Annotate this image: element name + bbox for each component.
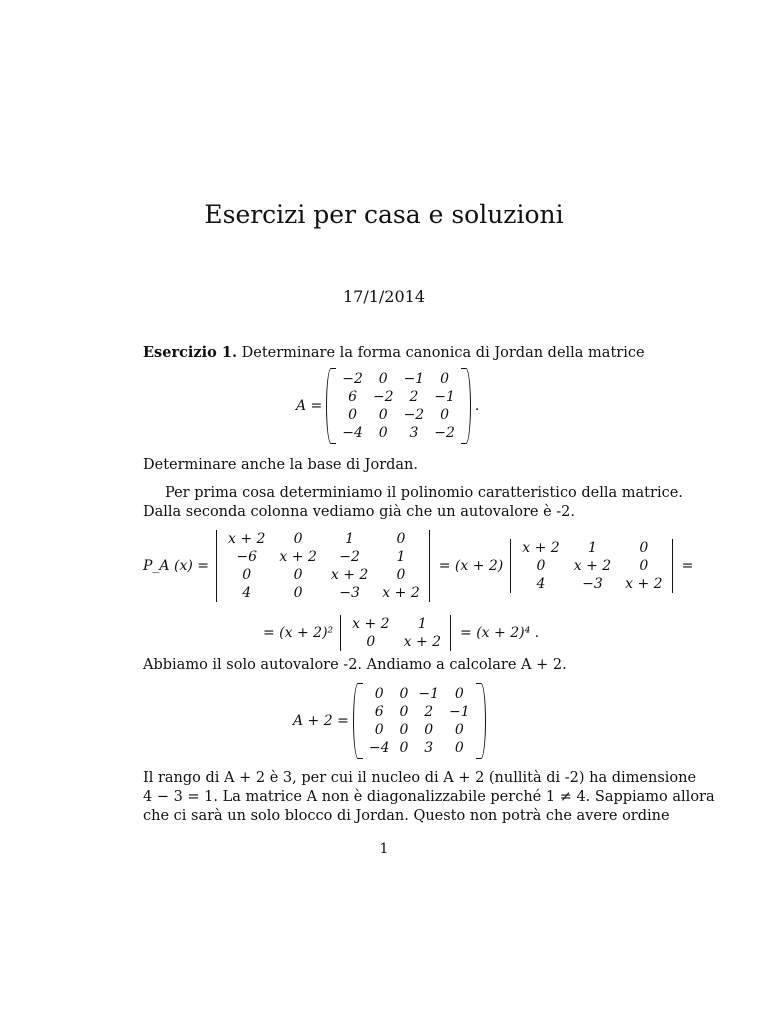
right-paren: [461, 368, 471, 444]
matrix-cell: 0: [536, 558, 546, 574]
charpoly2-right: = (x + 2)⁴ .: [460, 625, 540, 641]
matrix-A2-label: A + 2 =: [293, 713, 349, 729]
charpoly-mid: = (x + 2): [438, 558, 504, 574]
matrix-cell: 0: [242, 567, 252, 583]
matrix-cell: 3: [424, 740, 434, 756]
document-date: 17/1/2014: [342, 287, 426, 306]
matrix-cell: 2: [409, 389, 419, 405]
right-paren: [476, 683, 486, 759]
matrix-cell: 6: [374, 704, 384, 720]
matrix-cell: 1: [417, 616, 427, 632]
para3-line2: 4 − 3 = 1. La matrice A non è diagonalizzabile perché 1 ≠ 4. Sappiamo allora: [143, 789, 715, 805]
para1-line1: [143, 483, 683, 503]
matrix-cell: x + 2: [573, 558, 612, 574]
right-bar: [450, 615, 453, 651]
matrix-cell: 0: [293, 567, 303, 583]
matrix-cell: −1: [403, 371, 425, 387]
matrix-cell: 0: [374, 686, 384, 702]
charpoly2-left: = (x + 2)²: [263, 625, 334, 641]
matrix-cell: 0: [366, 634, 376, 650]
det2-grid: [346, 613, 447, 653]
matrix-cell: −2: [434, 425, 455, 441]
matrix-cell: 0: [293, 585, 303, 601]
det3-grid: [516, 537, 668, 595]
matrix-cell: 0: [399, 722, 409, 738]
left-bar: [510, 539, 513, 593]
matrix-A2-grid: [363, 683, 476, 759]
matrix-cell: −2: [339, 549, 360, 565]
matrix-cell: 0: [454, 722, 464, 738]
document-title: Esercizi per casa e soluzioni: [204, 200, 564, 229]
left-bar: [340, 615, 343, 651]
right-bar: [672, 539, 675, 593]
matrix-cell: x + 2: [522, 540, 560, 556]
matrix-cell: x + 2: [382, 585, 420, 601]
matrix-cell: 0: [396, 567, 406, 583]
matrix-cell: x + 2: [403, 634, 442, 650]
matrix-cell: 0: [454, 740, 464, 756]
page-number: 1: [379, 841, 389, 857]
matrix-A-label: A =: [296, 398, 323, 414]
matrix-cell: 3: [409, 425, 419, 441]
det2: [337, 613, 456, 653]
left-bar: [216, 530, 219, 602]
matrix-cell: −3: [582, 576, 603, 592]
matrix-cell: 0: [440, 407, 449, 423]
matrix-cell: 4: [242, 585, 252, 601]
matrix-A2-equation: [293, 683, 490, 759]
exercise-label: Esercizio 1.: [143, 344, 238, 361]
det4-grid: [222, 528, 426, 604]
right-bar: [429, 530, 432, 602]
para3-line1: Il rango di A + 2 è 3, per cui il nucleo di A + 2 (nullità di -2) ha dimensione: [143, 770, 697, 786]
matrix-cell: 0: [639, 540, 649, 556]
charpoly-end: =: [681, 558, 694, 574]
matrix-cell: −2: [372, 389, 394, 405]
matrix-A2: [353, 683, 486, 759]
matrix-cell: 0: [399, 740, 409, 756]
matrix-cell: 0: [399, 686, 409, 702]
matrix-cell: x + 2: [330, 567, 369, 583]
charpoly-equation: [143, 528, 693, 604]
matrix-cell: −1: [434, 389, 455, 405]
matrix-cell: 0: [374, 722, 384, 738]
matrix-cell: x + 2: [227, 531, 266, 547]
matrix-cell: 1: [587, 540, 597, 556]
matrix-cell: 6: [348, 389, 358, 405]
matrix-cell: −2: [403, 407, 425, 423]
para2: Abbiamo il solo autovalore -2. Andiamo a calcolare A + 2.: [143, 657, 567, 673]
matrix-cell: 0: [424, 722, 434, 738]
para1-line2: Dalla seconda colonna vediamo già che un autovalore è -2.: [143, 504, 576, 520]
matrix-cell: −3: [339, 585, 360, 601]
matrix-cell: −4: [342, 425, 363, 441]
matrix-cell: 0: [378, 371, 388, 387]
matrix-cell: 0: [378, 407, 388, 423]
matrix-cell: 0: [440, 371, 449, 387]
charpoly-label: P_A (x) =: [143, 558, 209, 574]
left-paren: [353, 683, 363, 759]
matrix-cell: x + 2: [352, 616, 390, 632]
matrix-A: [326, 368, 471, 444]
matrix-cell: x + 2: [625, 576, 663, 592]
matrix-A-end: .: [474, 398, 480, 414]
matrix-cell: −6: [236, 549, 258, 565]
matrix-cell: 0: [454, 686, 464, 702]
matrix-cell: x + 2: [279, 549, 317, 565]
matrix-cell: −4: [368, 740, 390, 756]
charpoly2-equation: [263, 613, 539, 653]
matrix-cell: −1: [449, 704, 470, 720]
matrix-cell: −1: [418, 686, 440, 702]
matrix-cell: 4: [536, 576, 546, 592]
exercise-statement: [143, 343, 643, 363]
matrix-A-equation: [296, 368, 479, 444]
matrix-cell: 1: [345, 531, 355, 547]
matrix-cell: 0: [378, 425, 388, 441]
matrix-cell: 0: [348, 407, 358, 423]
matrix-cell: −2: [342, 371, 363, 387]
para3-line3: che ci sarà un solo blocco di Jordan. Questo non potrà che avere ordine: [143, 808, 670, 824]
para1-line1-text: Per prima cosa determiniamo il polinomio caratteristico della matrice.: [165, 485, 683, 501]
matrix-cell: 0: [396, 531, 406, 547]
left-paren: [326, 368, 336, 444]
matrix-cell: 0: [293, 531, 303, 547]
matrix-A-grid: [336, 368, 461, 444]
matrix-cell: 0: [399, 704, 409, 720]
exercise-text: Determinare la forma canonica di Jordan della matrice: [241, 345, 645, 361]
matrix-cell: 2: [424, 704, 434, 720]
det4: [213, 528, 435, 604]
det3: [507, 537, 677, 595]
matrix-cell: 0: [639, 558, 649, 574]
matrix-cell: 1: [396, 549, 406, 565]
jordan-basis-text: Determinare anche la base di Jordan.: [143, 457, 418, 473]
